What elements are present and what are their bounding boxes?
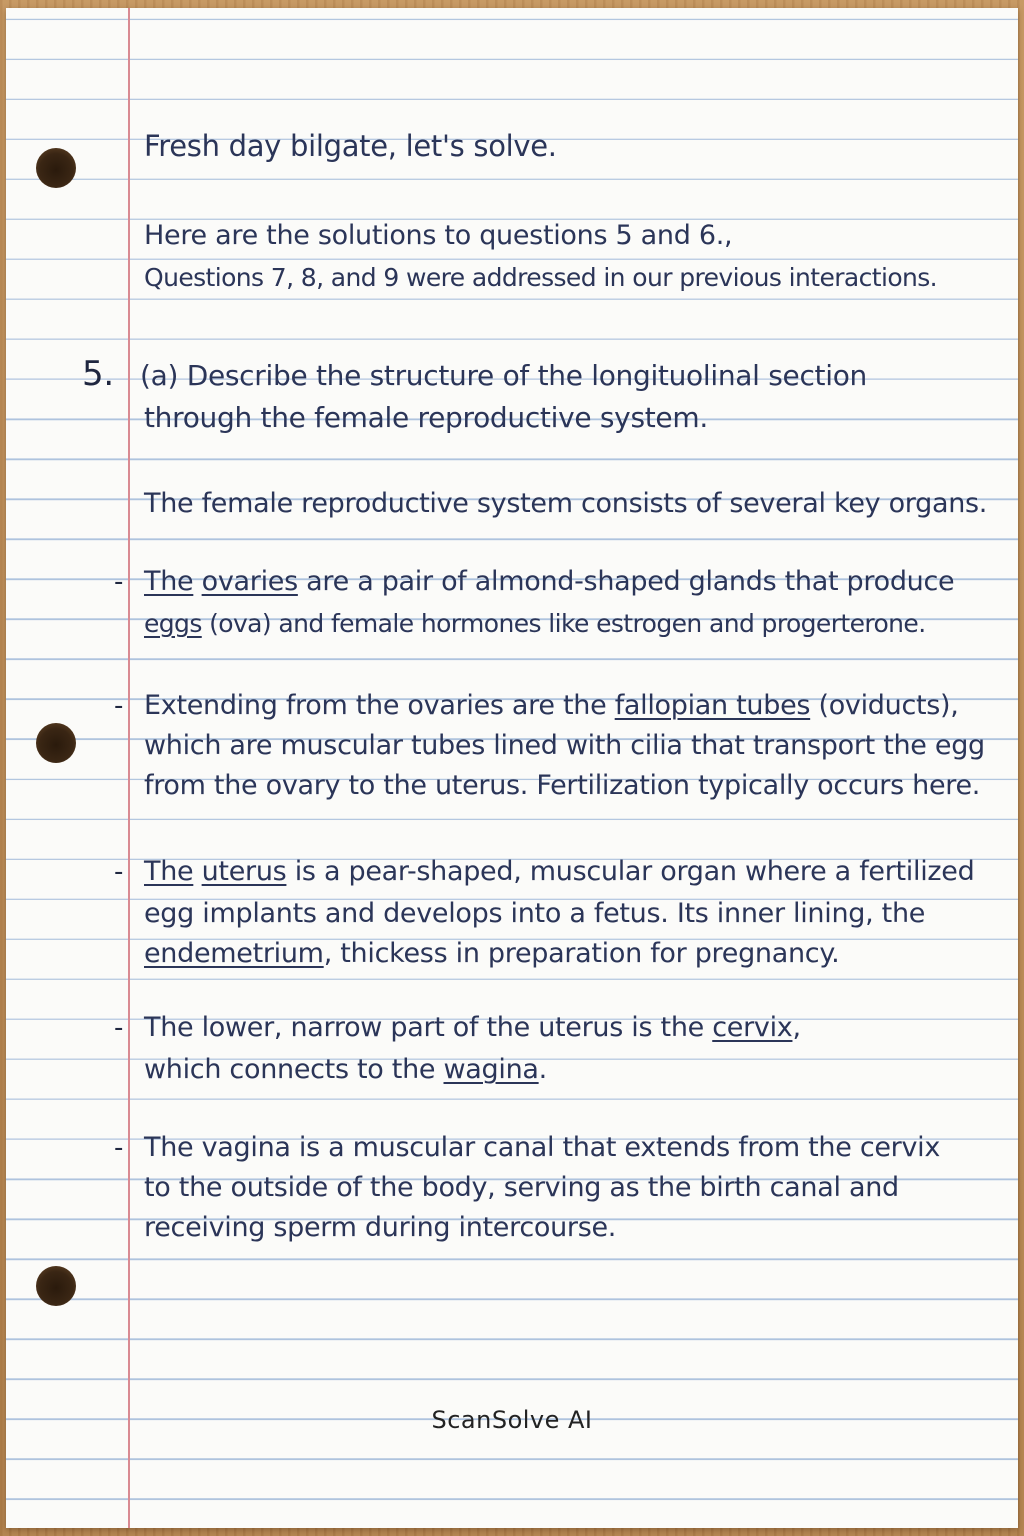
question-line-2: through the female reproductive system. <box>144 401 708 434</box>
underline-the: The <box>144 566 194 597</box>
term-endemetrium: endemetrium <box>144 938 324 969</box>
bullet-vagina-line-1: The vagina is a muscular canal that extends from the cervix <box>144 1132 941 1163</box>
bullet-marker: - <box>114 857 124 887</box>
question-line-1: (a) Describe the structure of the longituolinal section <box>140 359 867 392</box>
bullet-uterus-line-2: egg implants and develops into a fetus. Its inner lining, the <box>144 898 926 929</box>
term-fallopian-tubes: fallopian tubes <box>614 690 811 721</box>
bullet-vagina-line-2: to the outside of the body, serving as the birth canal and <box>144 1172 899 1203</box>
bullet-fallopian-line-3: from the ovary to the uterus. Fertilization typically occurs here. <box>144 770 981 801</box>
bullet-ovaries-line-2: eggs (ova) and female hormones like estrogen and progerterone. <box>144 609 926 638</box>
bullet-ovaries-line-1: The ovaries are a pair of almond-shaped glands that produce <box>144 566 955 597</box>
punch-hole-middle <box>36 723 76 763</box>
bullet-vagina-line-3: receiving sperm during intercourse. <box>144 1212 617 1243</box>
bullet-cervix-line-1: The lower, narrow part of the uterus is the cervix, <box>144 1012 801 1043</box>
question-number: 5. <box>82 354 114 394</box>
term-wagina: wagina <box>443 1054 539 1085</box>
bullet-marker: - <box>114 567 124 597</box>
bullet-uterus-line-3: endemetrium, thickess in preparation for pregnancy. <box>144 938 840 969</box>
bullet-fallopian-line-2: which are muscular tubes lined with cilia that transport the egg <box>144 730 985 761</box>
term-cervix: cervix <box>712 1012 793 1043</box>
punch-hole-top <box>36 148 76 188</box>
term-eggs: eggs <box>144 609 202 638</box>
bullet-marker: - <box>114 691 124 721</box>
intro-line-1: Here are the solutions to questions 5 and 6., <box>144 220 733 251</box>
term-uterus: uterus <box>201 856 287 887</box>
bullet-uterus-line-1: The uterus is a pear-shaped, muscular organ where a fertilized <box>144 856 975 887</box>
intro-line-2: Questions 7, 8, and 9 were addressed in our previous interactions. <box>144 263 938 292</box>
term-ovaries: ovaries <box>201 566 298 597</box>
bullet-marker: - <box>114 1133 124 1163</box>
greeting: Fresh day bilgate, let's solve. <box>144 129 557 163</box>
margin-line <box>128 8 130 1528</box>
bullet-marker: - <box>114 1013 124 1043</box>
bullet-cervix-line-2: which connects to the wagina. <box>144 1054 547 1085</box>
bullet-fallopian-line-1: Extending from the ovaries are the fallopian tubes (oviducts), <box>144 690 959 721</box>
underline-the: The <box>144 856 194 887</box>
footer-brand: ScanSolve AI <box>431 1406 593 1434</box>
notebook-page <box>6 8 1018 1528</box>
answer-intro: The female reproductive system consists of several key organs. <box>144 488 988 519</box>
punch-hole-bottom <box>36 1266 76 1306</box>
